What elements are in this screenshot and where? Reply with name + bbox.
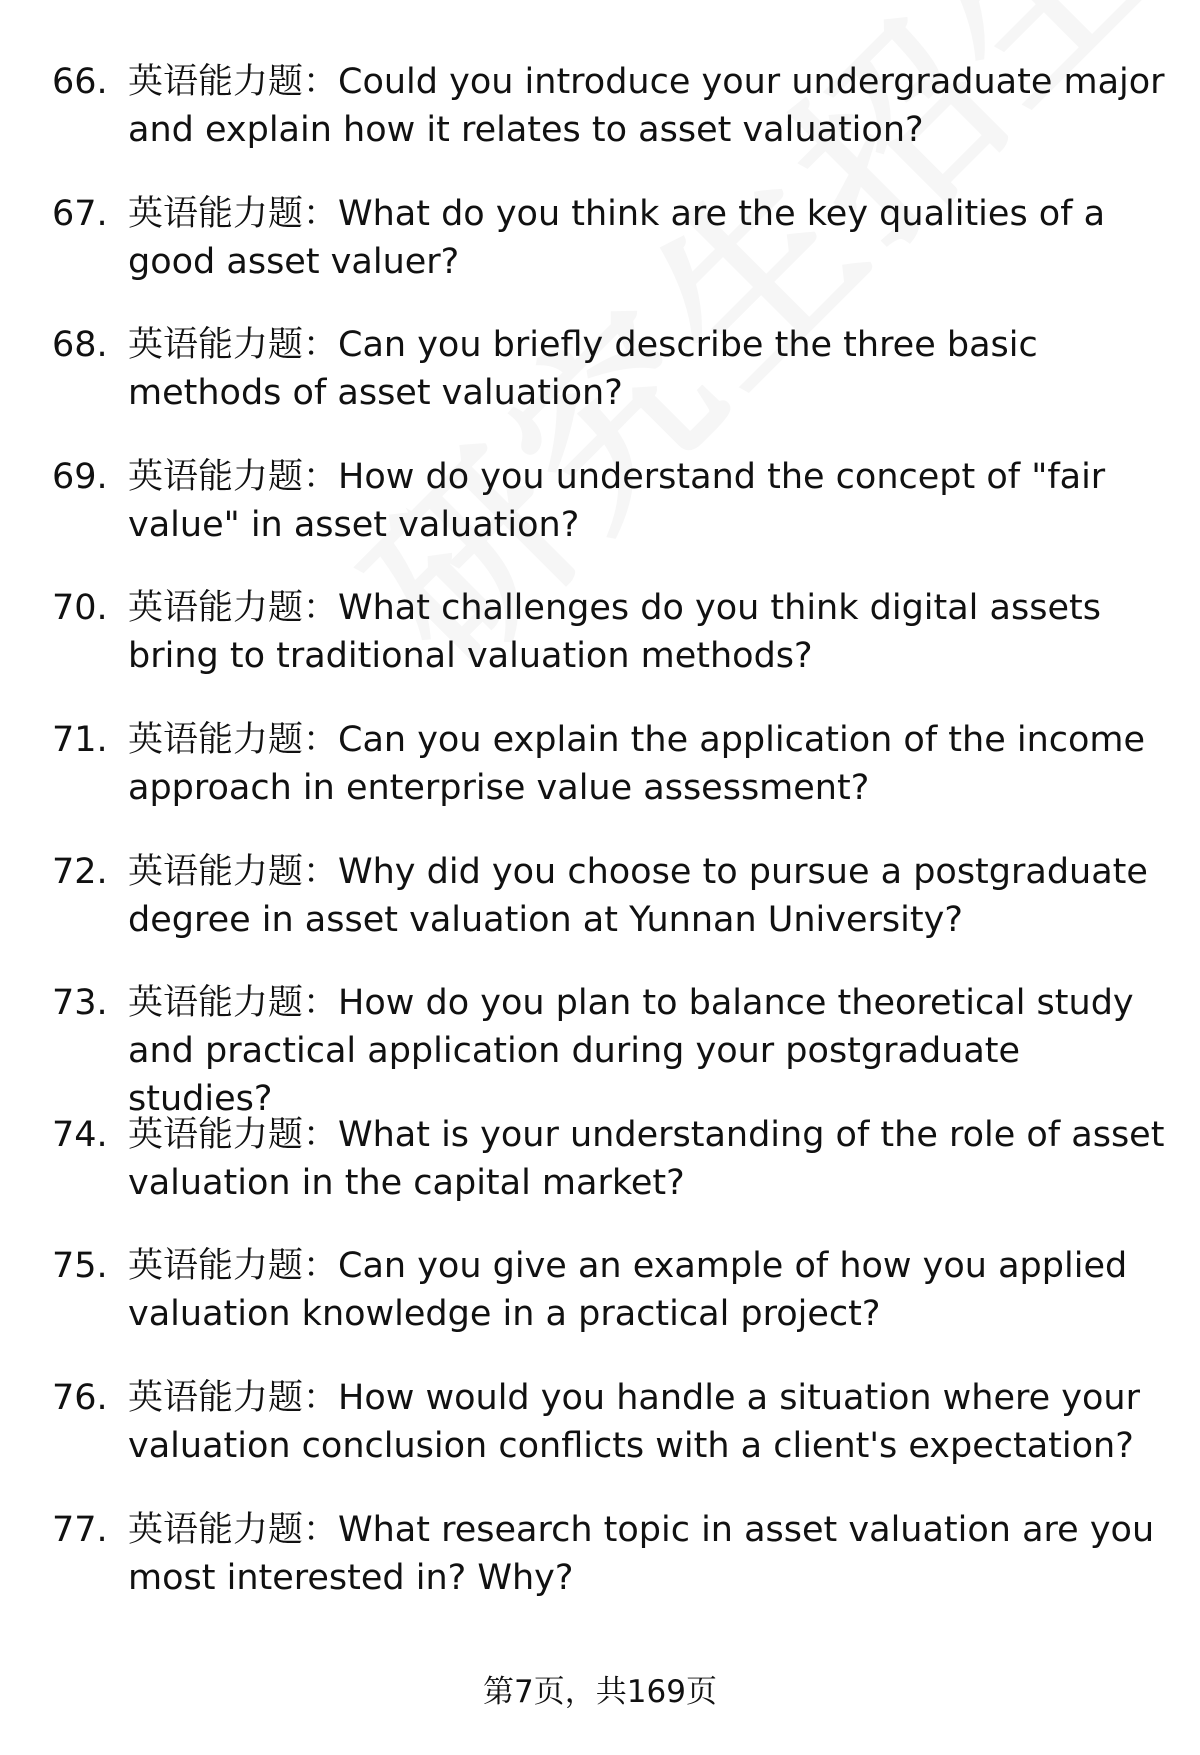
question-number: 71. xyxy=(52,719,108,760)
question-text: 英语能力题：What challenges do you think digital assets bring to traditional valuation methods? xyxy=(128,588,1101,677)
question-list xyxy=(0,58,1200,1637)
question-number: 76. xyxy=(52,1377,108,1418)
question-number: 75. xyxy=(52,1246,108,1287)
question-item xyxy=(0,321,1200,453)
question-number: 68. xyxy=(52,325,108,366)
question-item xyxy=(0,1242,1200,1374)
question-text: 英语能力题：What do you think are the key qualities of a good asset valuer? xyxy=(128,193,1106,282)
page-footer: 第7页，共169页 xyxy=(483,1674,717,1710)
question-number: 74. xyxy=(52,1114,108,1155)
question-item xyxy=(0,848,1200,980)
question-item xyxy=(0,1374,1200,1506)
question-text: 英语能力题：Could you introduce your undergraduate major and explain how it relates to asset valuation? xyxy=(128,62,1165,150)
question-text: 英语能力题：How do you plan to balance theoretical study and practical application during your postgraduate studies? xyxy=(128,983,1134,1120)
question-number: 73. xyxy=(52,983,108,1024)
question-item xyxy=(0,1506,1200,1638)
question-text: 英语能力题：How would you handle a situation where your valuation conclusion conflicts with a client's expectation? xyxy=(128,1377,1140,1466)
question-text: 英语能力题：What research topic in asset valuation are you most interested in? Why? xyxy=(128,1509,1155,1598)
question-item xyxy=(0,453,1200,585)
question-text: 英语能力题：Can you explain the application of the income approach in enterprise value assessment? xyxy=(128,719,1146,808)
question-text: 英语能力题：What is your understanding of the role of asset valuation in the capital market? xyxy=(128,1114,1165,1203)
question-item xyxy=(0,190,1200,322)
question-number: 66. xyxy=(52,62,108,102)
question-text: 英语能力题：How do you understand the concept of "fair value" in asset valuation? xyxy=(128,456,1106,545)
question-item xyxy=(0,1111,1200,1243)
question-item xyxy=(0,584,1200,716)
question-number: 69. xyxy=(52,456,108,497)
question-item xyxy=(0,979,1200,1120)
question-item xyxy=(0,58,1200,190)
question-number: 67. xyxy=(52,193,108,234)
question-number: 77. xyxy=(52,1509,108,1550)
question-item xyxy=(0,716,1200,848)
question-number: 72. xyxy=(52,851,108,892)
question-text: 英语能力题：Why did you choose to pursue a postgraduate degree in asset valuation at Yunnan University? xyxy=(128,851,1148,940)
question-text: 英语能力题：Can you briefly describe the three basic methods of asset valuation? xyxy=(128,325,1038,414)
question-text: 英语能力题：Can you give an example of how you applied valuation knowledge in a practical project? xyxy=(128,1246,1128,1335)
question-number: 70. xyxy=(52,588,108,629)
